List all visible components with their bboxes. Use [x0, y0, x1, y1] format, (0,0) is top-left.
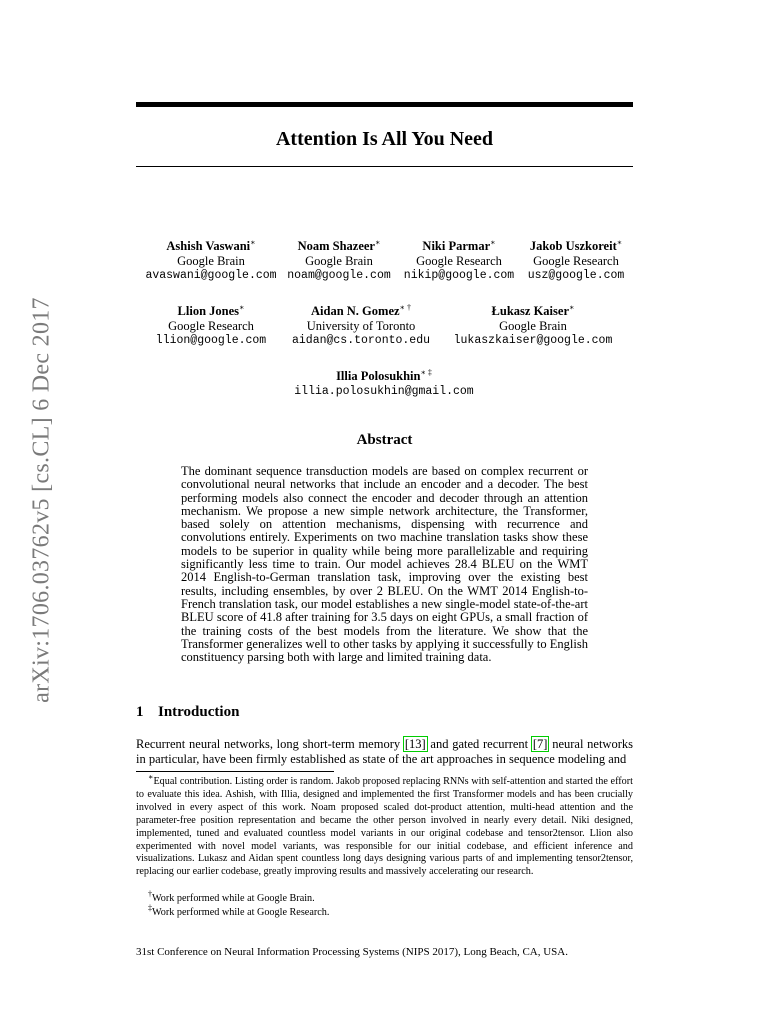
footnote-google-brain: †Work performed while at Google Brain.: [148, 889, 315, 904]
author-block: [294, 369, 473, 399]
citation-link[interactable]: [13]: [404, 737, 426, 751]
arxiv-stamp-text: arXiv:1706.03762v5 [cs.CL] 6 Dec 2017: [28, 297, 55, 703]
author-affiliation: Google Research: [533, 254, 619, 268]
author-name: Llion Jones∗: [177, 302, 245, 318]
author-name: Łukasz Kaiser∗: [491, 302, 575, 318]
author-affiliation: Google Brain: [177, 254, 245, 268]
author-email: aidan@cs.toronto.edu: [291, 334, 431, 347]
author-block: [528, 239, 625, 283]
footnote-google-research: ‡Work performed while at Google Research.: [148, 903, 330, 918]
author-name: Ashish Vaswani∗: [166, 237, 256, 253]
author-email: avaswani@google.com: [145, 269, 277, 282]
author-affiliation: University of Toronto: [306, 319, 416, 333]
author-block: [454, 304, 613, 348]
section-heading: [136, 704, 239, 721]
author-affiliation: Google Research: [416, 254, 502, 268]
arxiv-stamp: [22, 280, 62, 720]
conference-note: 31st Conference on Neural Information Processing Systems (NIPS 2017), Long Beach, CA, USA.: [136, 946, 568, 958]
author-email: usz@google.com: [527, 269, 625, 282]
section-title: Introduction: [158, 704, 240, 720]
author-block: [404, 239, 514, 283]
author-affiliation: Google Brain: [305, 254, 373, 268]
author-block: [156, 304, 266, 348]
author-email: noam@google.com: [287, 269, 391, 282]
author-affiliation: Google Research: [168, 319, 254, 333]
intro-paragraph: Recurrent neural networks, long short-term memory [13] and gated recurrent [7] neural networks in particular, have been firmly established as state of the art approaches in sequence modeling and: [136, 737, 633, 766]
author-name: Niki Parmar∗: [422, 237, 496, 253]
title-rule-bottom: [136, 166, 633, 167]
abstract-heading: Abstract: [356, 432, 413, 448]
author-affiliation: Google Brain: [499, 319, 567, 333]
author-block: [287, 239, 391, 283]
author-block: [292, 304, 430, 348]
footnote-rule: [136, 771, 334, 772]
author-email: illia.polosukhin@gmail.com: [294, 385, 474, 398]
citation-link[interactable]: [7]: [532, 737, 548, 751]
abstract-text: The dominant sequence transduction models are based on complex recurrent or convolutional neural networks that include an encoder and a decoder. The best performing models also connect the encoder and decoder through an attention mechanism. We propose a new simple network architecture, the Transformer, based solely on attention mechanisms, dispensing with recurrence and convolutions entirely. Experiments on two machine translation tasks show these models to be superior in quality while being more parallelizable and requiring significantly less time to train. Our model achieves 28.4 BLEU on the WMT 2014 English-to-German translation task, improving over the existing best results, including ensembles, by over 2 BLEU. On the WMT 2014 English-to-French translation task, our model establishes a new single-model state-of-the-art BLEU score of 41.8 after training for 3.5 days on eight GPUs, a small fraction of the training costs of the best models from the literature. We show that the Transformer generalizes well to other tasks by applying it successfully to English constituency parsing both with large and limited training data.: [181, 464, 588, 665]
author-name: Aidan N. Gomez∗ †: [311, 302, 411, 318]
author-email: nikip@google.com: [403, 269, 515, 282]
author-email: llion@google.com: [155, 334, 267, 347]
section-number: 1: [136, 704, 144, 720]
author-email: lukaszkaiser@google.com: [453, 334, 613, 347]
author-block: [145, 239, 276, 283]
title-rule-top: [136, 102, 633, 107]
author-name: Jakob Uszkoreit∗: [529, 237, 623, 253]
author-name: Illia Polosukhin∗ ‡: [336, 367, 432, 383]
paper-title: Attention Is All You Need: [275, 128, 494, 150]
author-name: Noam Shazeer∗: [297, 237, 381, 253]
footnote-equal-contribution: ∗Equal contribution. Listing order is random. Jakob proposed replacing RNNs with self-attention and started the effort to evaluate this idea. Ashish, with Illia, designed and implemented the first Transformer models and has been crucially involved in every aspect of this work. Noam proposed scaled dot-product attention, multi-head attention and the parameter-free position representation and became the other person involved in nearly every detail. Niki designed, implemented, tuned and evaluated countless model variants in our original codebase and tensor2tensor. Llion also experimented with novel model variants, was responsible for our initial codebase, and efficient inference and visualizations. Lukasz and Aidan spent countless long days designing various parts of and implementing tensor2tensor, replacing our earlier codebase, greatly improving results and massively accelerating our research.: [136, 772, 633, 878]
